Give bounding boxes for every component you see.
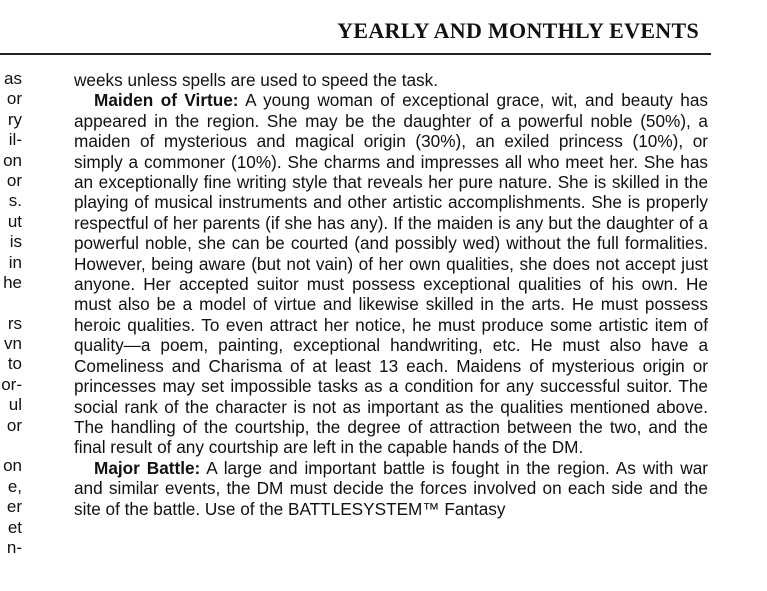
left-fragment: ut: [7, 211, 22, 231]
left-fragment: n-: [6, 537, 22, 557]
page-title: YEARLY AND MONTHLY EVENTS: [337, 18, 699, 43]
entry-title-battle: Major Battle:: [94, 457, 201, 478]
left-fragment: e,: [7, 476, 22, 496]
left-fragment: s.: [8, 191, 22, 211]
continuation-paragraph: weeks unless spells are used to speed the task.: [74, 70, 439, 90]
left-fragment: as: [4, 69, 22, 88]
left-fragment: he: [3, 272, 22, 292]
left-column-fragments: [0, 69, 22, 558]
left-fragment: ul: [8, 395, 22, 415]
left-fragment: et: [7, 517, 22, 537]
left-fragment: is: [9, 232, 22, 252]
entry-title-maiden: Maiden of Virtue:: [94, 90, 239, 111]
left-fragment: ry: [7, 109, 22, 129]
major-battle-entry: [74, 458, 708, 519]
left-fragment: or: [6, 170, 22, 190]
left-fragment: il-: [8, 130, 22, 150]
maiden-of-virtue-entry: [74, 90, 708, 457]
header-rule: [0, 53, 711, 55]
left-fragment: on: [3, 150, 22, 170]
main-column: [74, 70, 708, 519]
left-fragment: [0, 293, 22, 313]
left-fragment: rs: [7, 313, 22, 333]
entry-body-maiden: A young woman of exceptional grace, wit, and beauty has appeared in the region. She may be the daughter of a powerful noble (50%), a maiden of mysterious and magical origin (30%), an exiled princess (10%), or simply a commoner (10%). She charms and impresses all who meet her. She has an exceptionally fine writing style that reveals her pure nature. She is skilled in the playing of musical instruments and other artistic accomplishments. She is properly respectful of her parents (if she has any). If the maiden is any but the daughter of a powerful noble, she can be courted (and possibly wed) without the full formalities. However, being aware (but not vain) of her own qualities, she does not accept just anyone. Her accepted suitor must possess exceptional qualities of his own. He must also be a model of virtue and likewise skilled in the arts. He must possess heroic qualities. To even attract her notice, he must produce some artistic item of quality—a poem, painting, exceptional handwriting, etc. He must also have a Comeliness and Charisma of at least 13 each. Maidens of mysterious origin or princesses may set impossible tasks as a condition for any successful suitor. The social rank of the character is not as important as the qualities mentioned above. The handling of the courtship, the degree of attraction between the two, and the final result of any courtship are left in the capable hands of the DM.: [74, 90, 708, 458]
entry-body-battle: A large and important battle is fought in the region. As with war and similar events, the DM must decide the forces involved on each side and the site of the battle. Use of the BATTLESYSTEM™ Fantasy: [74, 457, 709, 519]
left-fragment: on: [3, 456, 22, 476]
left-fragment: er: [6, 497, 22, 517]
left-fragment: vn: [4, 334, 22, 354]
left-fragment: in: [8, 252, 22, 272]
left-fragment: or: [6, 415, 22, 435]
left-fragment: or-: [1, 374, 22, 394]
left-fragment: to: [7, 354, 22, 374]
left-fragment: [0, 436, 22, 456]
left-fragment: or: [6, 89, 22, 109]
